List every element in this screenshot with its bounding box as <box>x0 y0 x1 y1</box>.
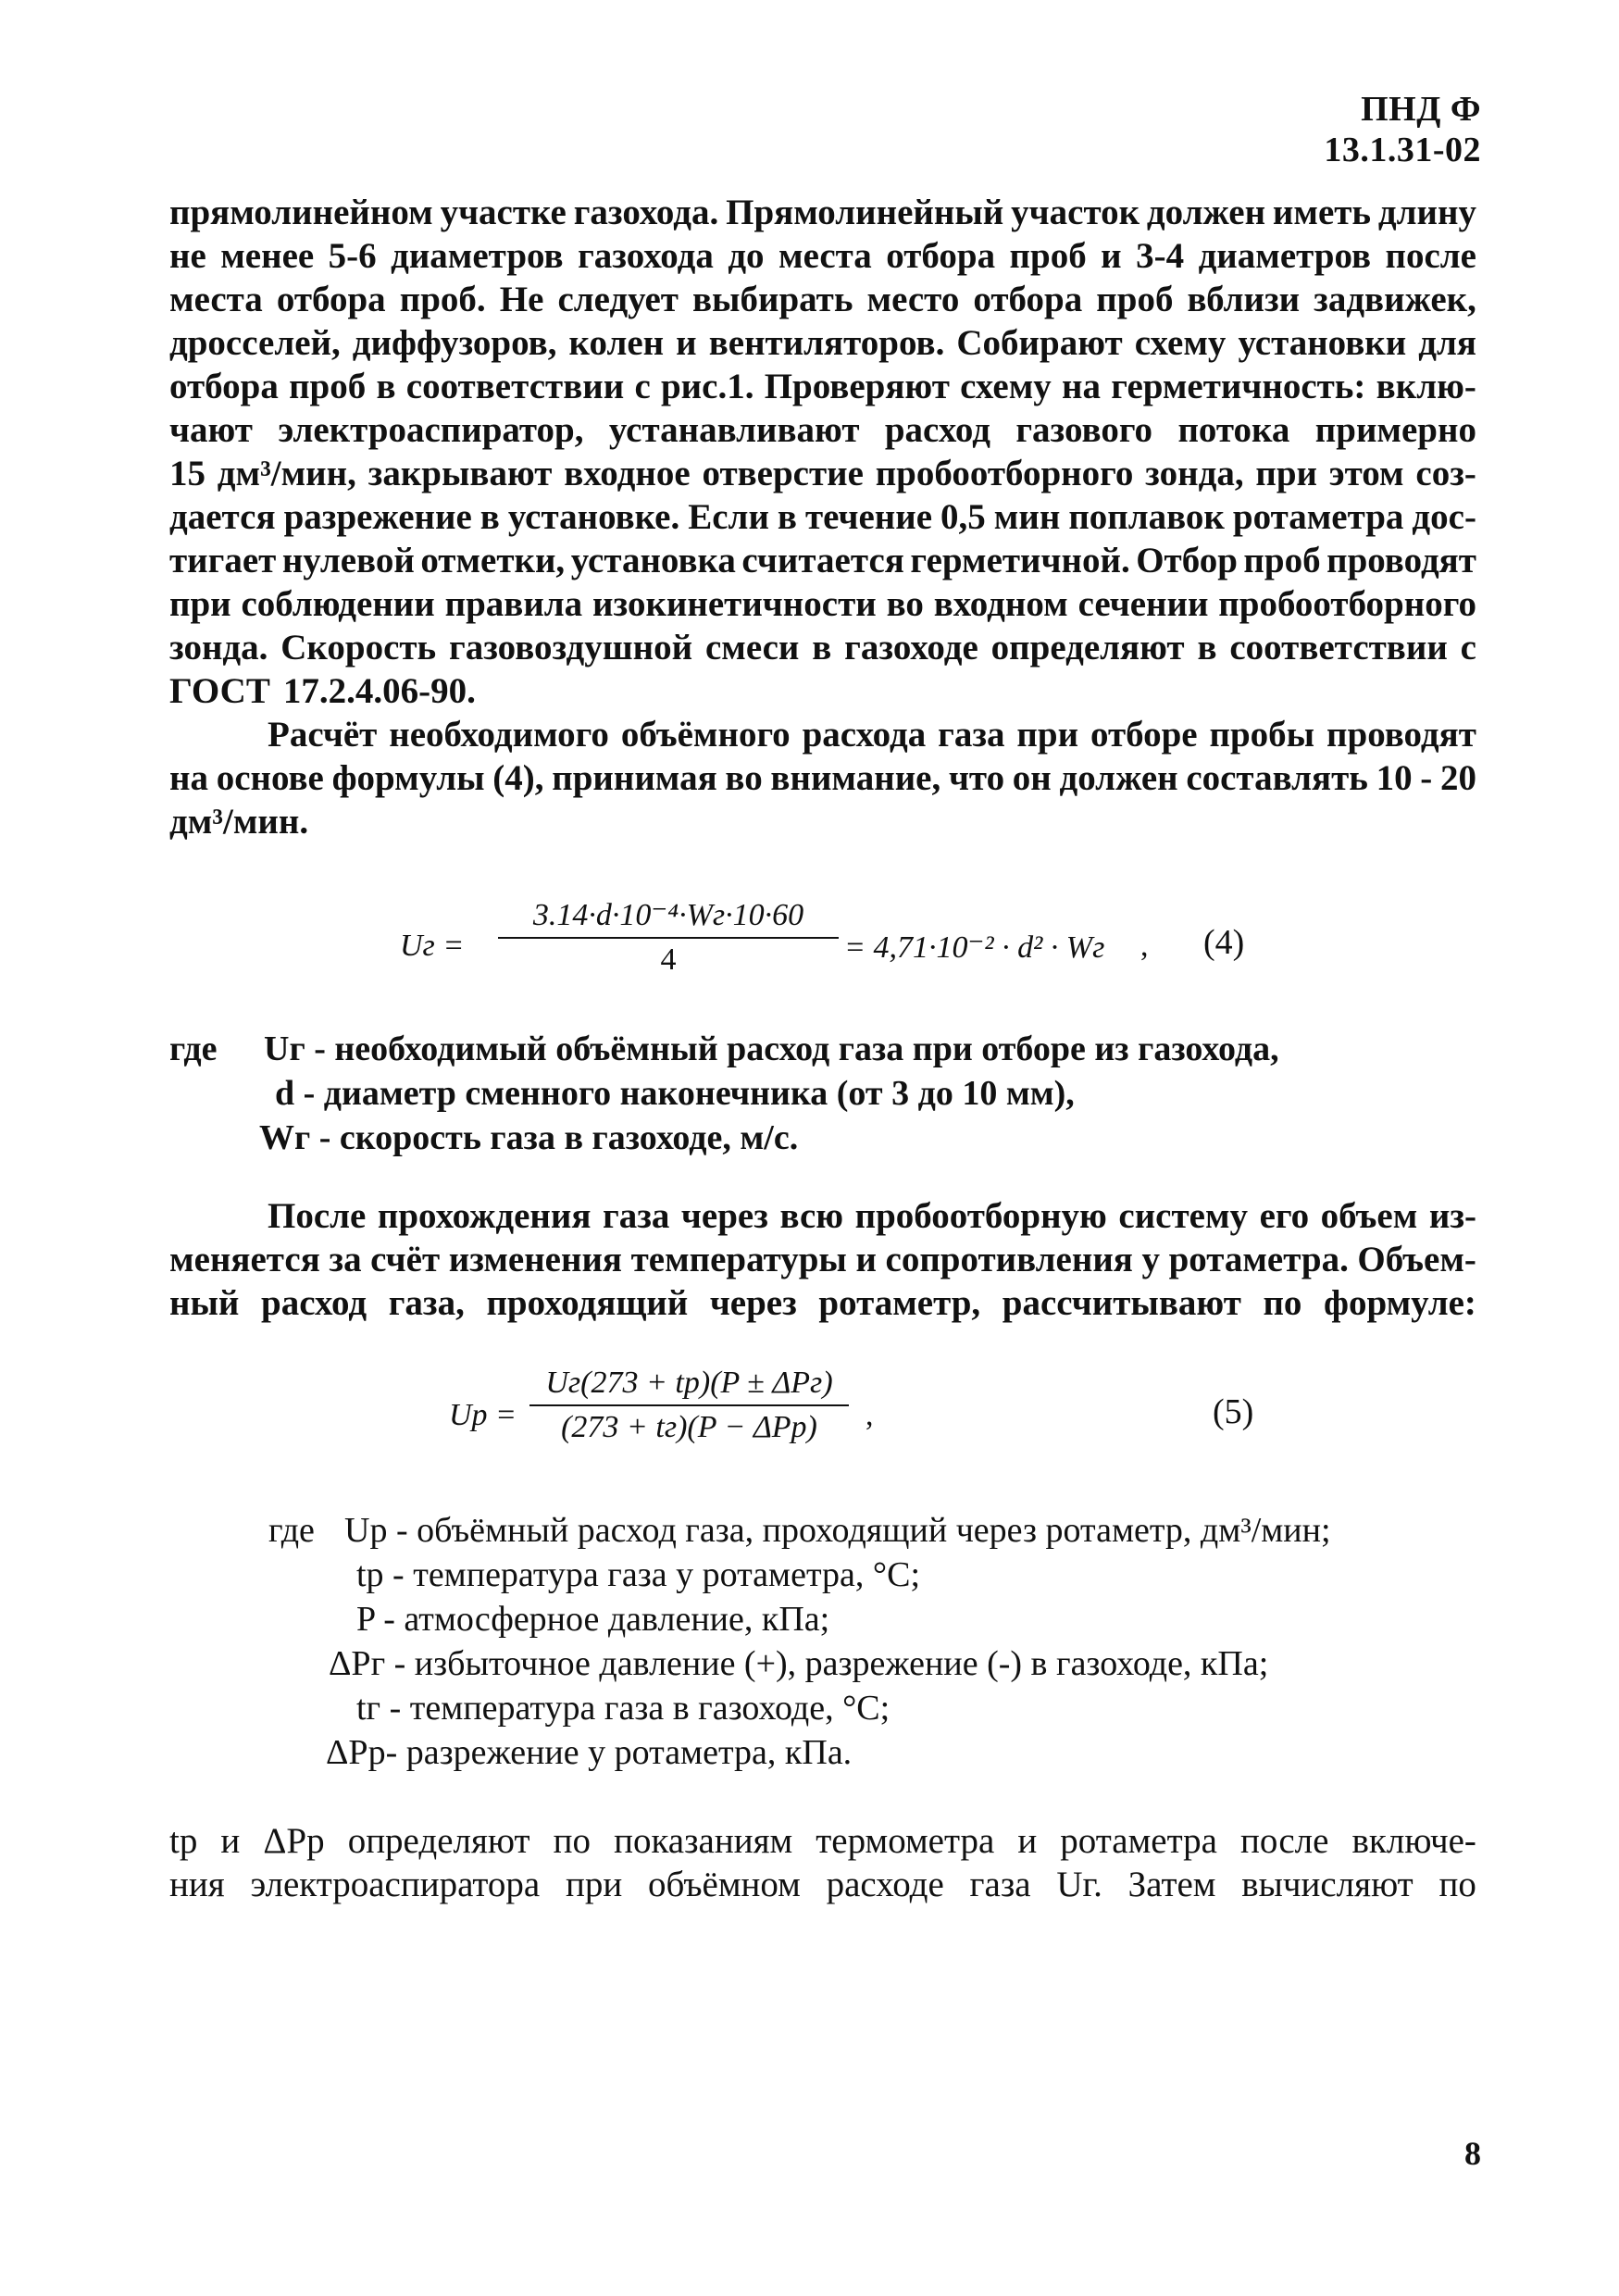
word: ротаметра. <box>1168 1240 1349 1279</box>
formula-5-numerator: Uг(273 + tр)(P ± ΔPг) <box>545 1366 833 1400</box>
word: дросселей, <box>169 323 341 363</box>
word: с <box>1460 628 1476 668</box>
word: после <box>1385 236 1476 276</box>
definitions-lead: где <box>268 1511 315 1550</box>
word: внимание, <box>770 758 941 798</box>
formula-5-comma: , <box>866 1398 874 1432</box>
word: потока <box>1177 410 1290 450</box>
formula-5-fraction-bar <box>529 1404 849 1406</box>
formula-4-denominator: 4 <box>660 942 677 977</box>
word: газохода <box>578 236 714 276</box>
definitions-lead: где <box>169 1029 218 1068</box>
page-number: 8 <box>1464 2135 1481 2172</box>
word: температуры <box>630 1240 847 1279</box>
word: сопротивления <box>885 1240 1133 1279</box>
word: систему <box>1118 1196 1249 1236</box>
word: газоходе <box>844 628 978 668</box>
word: счёт <box>370 1240 441 1279</box>
word: сечении <box>1077 584 1209 624</box>
paragraph-line <box>169 756 1476 800</box>
word: включе- <box>1351 1821 1476 1861</box>
word: этом <box>1328 454 1404 493</box>
word: объёмном <box>648 1865 801 1904</box>
paragraph-measurement-notes <box>169 1819 1476 1906</box>
paragraph-line <box>169 365 1476 408</box>
word: формулы <box>331 758 485 798</box>
word: пробоотборного <box>1218 584 1476 624</box>
word: и <box>1017 1821 1038 1861</box>
word: (4), <box>492 758 544 798</box>
word: проб <box>1009 236 1087 276</box>
paragraph-line <box>169 1819 1476 1863</box>
word: зонда, <box>1145 454 1244 493</box>
formula-4-number: (4) <box>1203 923 1245 962</box>
definition-item: P - атмосферное давление, кПа; <box>356 1600 830 1639</box>
word: 20 <box>1439 758 1476 798</box>
word: во <box>886 584 924 624</box>
word: вблизи <box>1187 280 1301 319</box>
word: дм³/мин, <box>217 454 356 493</box>
word: примерно <box>1314 410 1476 450</box>
word: вентиляторов. <box>708 323 945 363</box>
paragraph-line <box>169 669 1476 713</box>
word: соответствии <box>405 367 625 406</box>
word: входном <box>933 584 1068 624</box>
word: проводят <box>1326 715 1476 755</box>
word: термометра <box>816 1821 995 1861</box>
word: входное <box>564 454 691 493</box>
word: Объем- <box>1357 1240 1476 1279</box>
word: при <box>1016 715 1079 755</box>
word: газового <box>1015 410 1153 450</box>
paragraph-line <box>169 1194 1476 1238</box>
word: газа <box>603 1196 670 1236</box>
word: его <box>1259 1196 1310 1236</box>
word: на <box>1062 367 1102 406</box>
word: изменения <box>448 1240 623 1279</box>
definition-item: Uг - необходимый объёмный расход газа при отборе из газохода, <box>264 1029 1279 1068</box>
word: соответствии <box>1229 628 1448 668</box>
word: проб <box>1243 541 1321 580</box>
word: ный <box>169 1283 240 1323</box>
paragraph-sampling-setup <box>169 191 1476 713</box>
word: течение <box>804 497 933 537</box>
word: для <box>1418 323 1476 363</box>
word: дм³/мин. <box>169 802 309 842</box>
word: принимая <box>552 758 717 798</box>
paragraph-line <box>169 278 1476 321</box>
word: выбирать <box>692 280 853 319</box>
word: в <box>1197 628 1217 668</box>
paragraph-line <box>169 495 1476 539</box>
word: должен <box>1059 758 1178 798</box>
word: он <box>1012 758 1052 798</box>
paragraph-line <box>169 408 1476 452</box>
word: после <box>1240 1821 1329 1861</box>
word: чают <box>169 410 253 450</box>
paragraph-line <box>169 800 1476 843</box>
word: определяют <box>990 628 1185 668</box>
word: газовоздушной <box>449 628 693 668</box>
formula-4-fraction-bar <box>498 937 839 939</box>
word: рассчитывают <box>1002 1283 1241 1323</box>
word: и <box>855 1240 877 1279</box>
word: по <box>1263 1283 1302 1323</box>
word: tр <box>169 1821 198 1861</box>
word: Uг. <box>1056 1865 1102 1904</box>
word: с <box>634 367 651 406</box>
word: газохода. <box>573 193 719 232</box>
word: в <box>479 497 500 537</box>
word: устанавливают <box>608 410 860 450</box>
word: соз- <box>1415 454 1476 493</box>
word: диффузоров, <box>352 323 557 363</box>
word: правила <box>444 584 583 624</box>
word: прохождения <box>377 1196 592 1236</box>
definition-item: tр - температура газа у ротаметра, °С; <box>356 1555 921 1594</box>
word: зонда. <box>169 628 268 668</box>
word: по <box>553 1821 592 1861</box>
paragraph-line <box>169 713 1476 756</box>
word: места <box>778 236 872 276</box>
word: должен <box>1146 193 1266 232</box>
word: разрежение <box>283 497 472 537</box>
formula-4-rhs: = 4,71·10⁻² · d² · Wг <box>844 930 1105 965</box>
word: установке. <box>507 497 680 537</box>
paragraph-line <box>169 1238 1476 1281</box>
formula-5-lhs: Uр = <box>449 1398 517 1432</box>
word: отметки, <box>420 541 566 580</box>
word: нулевой <box>281 541 415 580</box>
word: и <box>1101 236 1122 276</box>
word: пробы <box>1209 715 1315 755</box>
formula-4-numerator: 3.14·d·10⁻⁴·Wг·10·60 <box>532 898 804 932</box>
word: Отбор <box>1136 541 1238 580</box>
document-code-header: ПНД Ф 13.1.31-02 <box>1324 90 1481 169</box>
definition-item: d - диаметр сменного наконечника (от 3 до 10 мм), <box>275 1074 1075 1113</box>
word: Прямолинейный <box>726 193 1004 232</box>
paragraph-line <box>169 321 1476 365</box>
word: Затем <box>1127 1865 1216 1904</box>
word: на <box>169 758 208 798</box>
word: в <box>812 628 832 668</box>
word: колен <box>568 323 665 363</box>
word: всю <box>779 1196 844 1236</box>
word: закрывают <box>367 454 553 493</box>
word: вклю- <box>1376 367 1476 406</box>
word: проб <box>1096 280 1174 319</box>
definition-item: tг - температура газа в газоходе, °С; <box>356 1689 890 1728</box>
word: что <box>948 758 1005 798</box>
formula-4-fraction <box>498 896 839 978</box>
word: газа <box>969 1865 1031 1904</box>
word: во <box>725 758 763 798</box>
word: 10 <box>1376 758 1413 798</box>
word: ротаметра <box>1060 1821 1217 1861</box>
word: схему <box>1134 323 1227 363</box>
word: отбора <box>276 280 386 319</box>
word: пробоотборного <box>875 454 1134 493</box>
word: схему <box>960 367 1052 406</box>
word: до <box>728 236 765 276</box>
word: изокинетичности <box>592 584 877 624</box>
formula-5-denominator: (273 + tг)(P − ΔPр) <box>561 1410 817 1444</box>
formula-5-fraction <box>529 1366 849 1445</box>
word: и <box>220 1821 241 1861</box>
word: рис.1. <box>660 367 754 406</box>
word: поплавок <box>1068 497 1225 537</box>
word: отбора <box>169 367 279 406</box>
word: 17.2.4.06-90. <box>282 671 476 711</box>
paragraph-line <box>169 582 1476 626</box>
word: - <box>1420 758 1433 798</box>
word: расхода <box>802 715 927 755</box>
word: за <box>329 1240 362 1279</box>
word: в <box>376 367 396 406</box>
word: дос- <box>1412 497 1476 537</box>
word: 0,5 <box>940 497 986 537</box>
word: отборе <box>1090 715 1198 755</box>
word: проводят <box>1326 541 1476 580</box>
word: из- <box>1428 1196 1476 1236</box>
paragraph-line <box>169 539 1476 582</box>
word: Если <box>688 497 769 537</box>
paragraph-line <box>169 1281 1476 1325</box>
word: при <box>1255 454 1317 493</box>
word: пробоотборную <box>854 1196 1107 1236</box>
word: После <box>268 1196 367 1236</box>
paragraph-line <box>169 452 1476 495</box>
paragraph-line <box>169 1863 1476 1906</box>
paragraph-line <box>169 234 1476 278</box>
word: диаметров <box>1198 236 1372 276</box>
word: места <box>169 280 263 319</box>
formula-4-comma: , <box>1140 929 1149 963</box>
word: необходимого <box>389 715 609 755</box>
word: расход <box>261 1283 367 1323</box>
word: по <box>1438 1865 1476 1904</box>
word: дается <box>169 497 276 537</box>
word: отбора <box>973 280 1083 319</box>
word: Скорость <box>280 628 437 668</box>
word: ротаметра <box>1232 497 1404 537</box>
word: соблюдении <box>241 584 435 624</box>
definition-item: ΔPр- разрежение у ротаметра, кПа. <box>326 1733 853 1772</box>
formula-4-lhs: Uг = <box>400 929 465 963</box>
word: не <box>169 236 206 276</box>
word: длину <box>1377 193 1476 232</box>
word: отбора <box>886 236 996 276</box>
word: и <box>676 323 697 363</box>
word: участок <box>1011 193 1140 232</box>
word: проходящий <box>486 1283 689 1323</box>
word: объем <box>1320 1196 1418 1236</box>
word: основе <box>216 758 324 798</box>
word: Расчёт <box>268 715 378 755</box>
word: расходе <box>826 1865 944 1904</box>
word: в <box>777 497 797 537</box>
word: ΔPр <box>263 1821 325 1861</box>
paragraph-line <box>169 191 1476 234</box>
word: прямолинейном <box>169 193 433 232</box>
formula-5-number: (5) <box>1213 1392 1254 1431</box>
word: мин <box>993 497 1061 537</box>
word: электроаспиратор, <box>278 410 584 450</box>
word: Проверяют <box>764 367 950 406</box>
word: 5-6 <box>328 236 377 276</box>
word: место <box>866 280 960 319</box>
word: отверстие <box>702 454 864 493</box>
word: через <box>680 1196 768 1236</box>
word: у <box>1141 1240 1160 1279</box>
word: газа <box>938 715 1005 755</box>
paragraph-flow-calculation <box>169 713 1476 843</box>
word: участке <box>440 193 567 232</box>
definition-item: Wг - скорость газа в газоходе, м/с. <box>259 1118 799 1157</box>
word: иметь <box>1272 193 1372 232</box>
word: газа, <box>388 1283 465 1323</box>
word: проб <box>289 367 367 406</box>
word: тигает <box>169 541 277 580</box>
word: следует <box>557 280 679 319</box>
word: проб. <box>399 280 486 319</box>
word: установки <box>1238 323 1407 363</box>
word: формуле: <box>1324 1283 1476 1323</box>
word: показаниям <box>614 1821 793 1861</box>
word: Собирают <box>956 323 1123 363</box>
word: установка <box>570 541 736 580</box>
word: составлять <box>1186 758 1368 798</box>
paragraph-line <box>169 626 1476 669</box>
word: задвижек, <box>1314 280 1476 319</box>
word: определяют <box>347 1821 530 1861</box>
word: герметичность: <box>1111 367 1366 406</box>
word: считается <box>741 541 904 580</box>
word: смеси <box>704 628 800 668</box>
word: герметичной. <box>910 541 1130 580</box>
word: электроаспиратора <box>250 1865 541 1904</box>
word: через <box>709 1283 797 1323</box>
word: вычисляют <box>1241 1865 1414 1904</box>
word: диаметров <box>391 236 564 276</box>
word: ГОСТ <box>169 671 270 711</box>
word: расход <box>884 410 990 450</box>
word: менее <box>220 236 315 276</box>
word: 15 <box>169 454 205 493</box>
word: 3-4 <box>1136 236 1185 276</box>
definition-item: ΔPг - избыточное давление (+), разрежение (-) в газоходе, кПа; <box>329 1644 1269 1683</box>
word: ротаметр, <box>818 1283 981 1323</box>
word: объёмного <box>620 715 791 755</box>
word: меняется <box>169 1240 320 1279</box>
word: при <box>169 584 231 624</box>
word: Не <box>499 280 544 319</box>
word: ния <box>169 1865 225 1904</box>
word: при <box>565 1865 623 1904</box>
paragraph-rotameter-flow <box>169 1194 1476 1325</box>
definition-item: Uр - объёмный расход газа, проходящий через ротаметр, дм³/мин; <box>344 1511 1331 1550</box>
